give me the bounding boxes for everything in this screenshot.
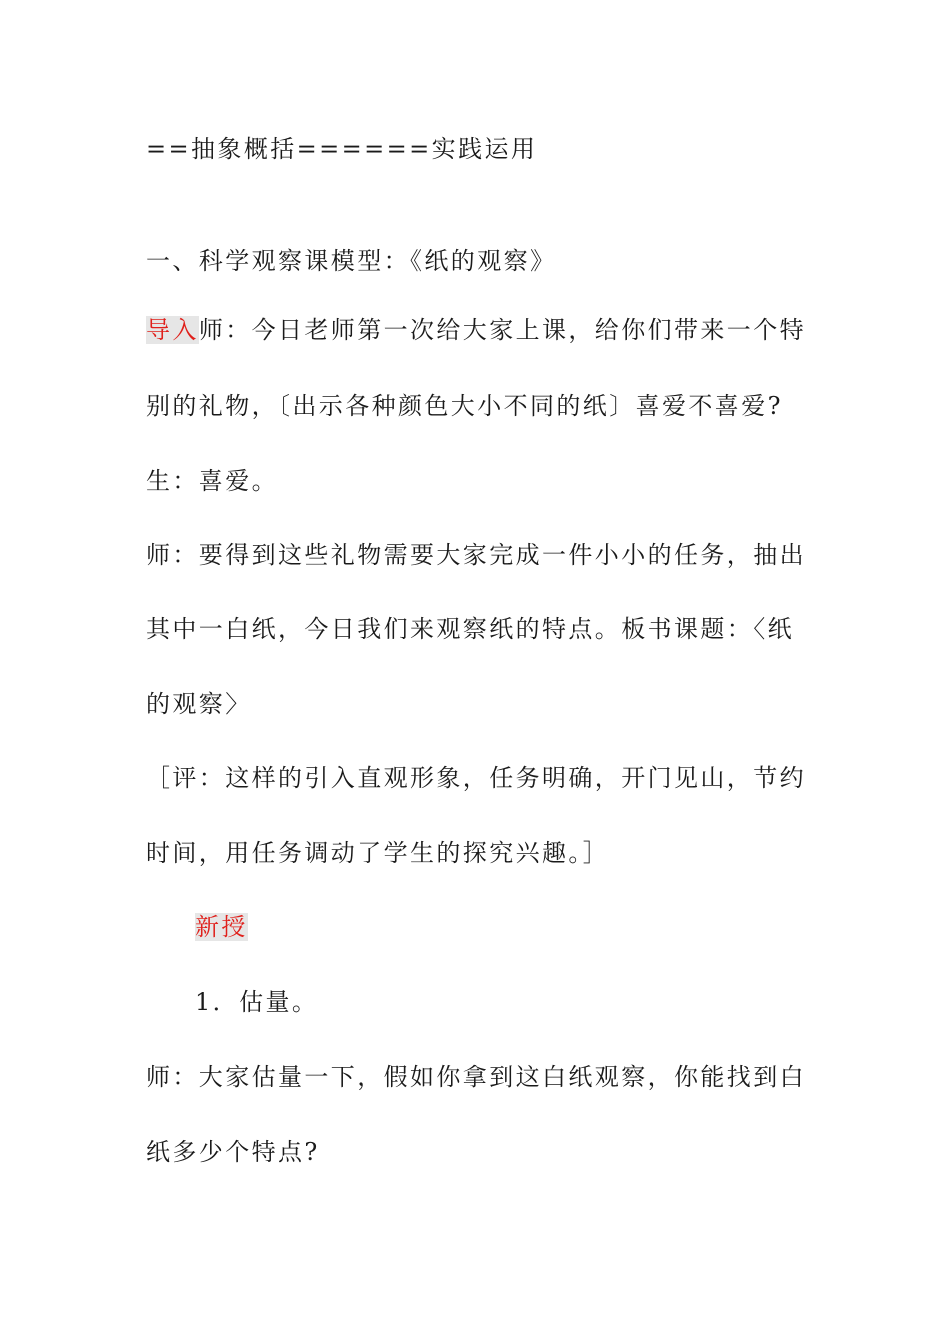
comment-line-2: 时间，用任务调动了学生的探究兴趣。］: [146, 839, 610, 867]
teacher-question-line-2: 纸多少个特点?: [146, 1138, 320, 1166]
teacher-para-line-1: 师：要得到这些礼物需要大家完成一件小小的任务，抽出: [146, 541, 806, 569]
intro-line-1: [146, 314, 807, 346]
student-reply: 生：喜爱。: [146, 467, 278, 495]
teacher-question-line-1: 师：大家估量一下，假如你拿到这白纸观察，你能找到白: [146, 1063, 806, 1091]
new-lesson-tag: 新授: [195, 913, 248, 941]
intro-tag: 导入: [146, 316, 199, 344]
header-line: ==抽象概括======实践运用: [146, 135, 538, 163]
comment-line-1: ［评：这样的引入直观形象，任务明确，开门见山，节约: [146, 764, 806, 792]
step-1: 1．估量。: [195, 988, 319, 1016]
teacher-para-line-3: 的观察〉: [146, 690, 252, 718]
section-title: 一、科学观察课模型：《纸的观察》: [146, 247, 557, 275]
intro-line-2: 别的礼物，〔出示各种颜色大小不同的纸〕喜爱不喜爱?: [146, 392, 783, 420]
intro-line-1-text: 师：今日老师第一次给大家上课，给你们带来一个特: [198, 316, 807, 344]
new-lesson-heading: [195, 911, 845, 943]
teacher-para-line-2: 其中一白纸，今日我们来观察纸的特点。板书课题：〈纸: [146, 615, 794, 643]
